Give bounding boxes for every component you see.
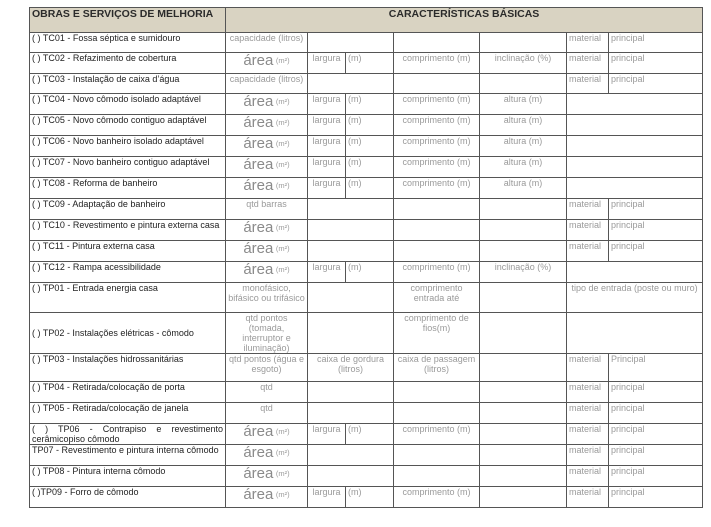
length-label: comprimento (m) xyxy=(394,115,480,136)
area-text: área xyxy=(243,93,274,110)
length-label: comprimento (m) xyxy=(394,94,480,115)
area-label xyxy=(226,424,308,445)
wire-length-label: comprimento de fios(m) xyxy=(394,313,480,354)
area-text: área xyxy=(243,423,274,440)
area-unit: (m²) xyxy=(275,181,290,190)
width-label: largura xyxy=(308,262,346,283)
area-label xyxy=(226,445,308,466)
input-cell[interactable] xyxy=(308,283,394,313)
material-label: material xyxy=(567,354,609,382)
slope-label: inclinação (%) xyxy=(480,53,567,74)
area-text: área xyxy=(243,465,274,482)
row-tc04 xyxy=(30,94,703,115)
length-label: comprimento (m) xyxy=(394,157,480,178)
unit-m: (m) xyxy=(346,157,394,178)
passage-box-label: caixa de passagem (litros) xyxy=(394,354,480,382)
material-label: material xyxy=(567,241,609,262)
area-label xyxy=(226,115,308,136)
row-tc07 xyxy=(30,157,703,178)
area-label xyxy=(226,241,308,262)
length-label: comprimento (m) xyxy=(394,178,480,199)
points-qty-label: qtd pontos (tomada, interruptor e iluminação) xyxy=(226,313,308,354)
item-tc03[interactable]: ( ) TC03 - Instalação de caixa d’água xyxy=(30,74,226,94)
capacity-label: capacidade (litros) xyxy=(226,74,308,94)
area-unit: (m²) xyxy=(275,448,290,457)
principal-label: principal xyxy=(609,445,703,466)
row-tp06 xyxy=(30,424,703,445)
principal-label: principal xyxy=(609,53,703,74)
unit-m: (m) xyxy=(346,262,394,283)
input-cell[interactable] xyxy=(480,241,567,262)
row-tc06 xyxy=(30,136,703,157)
input-cell[interactable] xyxy=(567,157,703,178)
input-cell[interactable] xyxy=(394,466,480,487)
qty-label: qtd xyxy=(226,403,308,424)
input-cell[interactable] xyxy=(394,199,480,220)
principal-label: principal xyxy=(609,487,703,508)
material-label: material xyxy=(567,466,609,487)
area-unit: (m²) xyxy=(275,97,290,106)
capacity-label: capacidade (litros) xyxy=(226,33,308,53)
width-label: largura xyxy=(308,136,346,157)
area-unit: (m²) xyxy=(275,56,290,65)
principal-label: principal xyxy=(609,403,703,424)
input-cell[interactable] xyxy=(480,445,567,466)
area-text: área xyxy=(243,444,274,461)
area-label xyxy=(226,136,308,157)
input-cell[interactable] xyxy=(394,403,480,424)
unit-m: (m) xyxy=(346,178,394,199)
area-text: área xyxy=(243,52,274,69)
item-tp07[interactable]: TP07 - Revestimento e pintura interna cômodo xyxy=(30,445,226,466)
item-tp09[interactable]: ( )TP09 - Forro de cômodo xyxy=(30,487,226,508)
header-characteristics: CARACTERÍSTICAS BÁSICAS xyxy=(226,8,703,33)
area-text: área xyxy=(243,219,274,236)
row-tc03 xyxy=(30,74,703,94)
area-text: área xyxy=(243,156,274,173)
input-cell[interactable] xyxy=(480,313,567,354)
length-label: comprimento (m) xyxy=(394,136,480,157)
input-cell[interactable] xyxy=(567,262,703,283)
principal-label: principal xyxy=(609,220,703,241)
input-cell[interactable] xyxy=(567,115,703,136)
unit-m: (m) xyxy=(346,53,394,74)
item-tc08[interactable]: ( ) TC08 - Reforma de banheiro xyxy=(30,178,226,199)
unit-m: (m) xyxy=(346,94,394,115)
area-label xyxy=(226,94,308,115)
input-cell[interactable] xyxy=(308,382,394,403)
input-cell[interactable] xyxy=(567,313,703,354)
input-cell[interactable] xyxy=(480,74,567,94)
item-tp06[interactable]: ( ) TP06 - Contrapiso e revestimento cerâmicopiso cômodo xyxy=(30,424,226,445)
unit-m: (m) xyxy=(346,487,394,508)
width-label: largura xyxy=(308,487,346,508)
area-text: área xyxy=(243,240,274,257)
area-text: área xyxy=(243,135,274,152)
row-tc11 xyxy=(30,241,703,262)
area-unit: (m²) xyxy=(275,490,290,499)
area-label xyxy=(226,487,308,508)
input-cell[interactable] xyxy=(480,403,567,424)
height-label: altura (m) xyxy=(480,115,567,136)
input-cell[interactable] xyxy=(308,74,394,94)
input-cell[interactable] xyxy=(308,33,394,53)
width-label: largura xyxy=(308,157,346,178)
height-label: altura (m) xyxy=(480,157,567,178)
item-tp04[interactable]: ( ) TP04 - Retirada/colocação de porta xyxy=(30,382,226,403)
row-tc12 xyxy=(30,262,703,283)
unit-m: (m) xyxy=(346,424,394,445)
material-label: material xyxy=(567,220,609,241)
entry-length-label: comprimento entrada até xyxy=(394,283,480,313)
area-text: área xyxy=(243,114,274,131)
height-label: altura (m) xyxy=(480,94,567,115)
principal-label: principal xyxy=(609,241,703,262)
input-cell[interactable] xyxy=(567,94,703,115)
item-tc07[interactable]: ( ) TC07 - Novo banheiro contiguo adaptável xyxy=(30,157,226,178)
area-unit: (m²) xyxy=(275,139,290,148)
input-cell[interactable] xyxy=(308,220,394,241)
input-cell[interactable] xyxy=(480,382,567,403)
area-unit: (m²) xyxy=(275,244,290,253)
row-tc01 xyxy=(30,33,703,53)
principal-label: principal xyxy=(609,382,703,403)
area-label xyxy=(226,220,308,241)
row-tp07 xyxy=(30,445,703,466)
length-label: comprimento (m) xyxy=(394,53,480,74)
item-tc02[interactable]: ( ) TC02 - Refazimento de cobertura xyxy=(30,53,226,74)
input-cell[interactable] xyxy=(480,220,567,241)
item-tc11[interactable]: ( ) TC11 - Pintura externa casa xyxy=(30,241,226,262)
input-cell[interactable] xyxy=(480,466,567,487)
input-cell[interactable] xyxy=(308,313,394,354)
input-cell[interactable] xyxy=(308,466,394,487)
row-tp05 xyxy=(30,403,703,424)
material-label: material xyxy=(567,53,609,74)
input-cell[interactable] xyxy=(480,354,567,382)
material-label: material xyxy=(567,424,609,445)
row-tp09 xyxy=(30,487,703,508)
area-label xyxy=(226,466,308,487)
material-label: material xyxy=(567,74,609,94)
width-label: largura xyxy=(308,115,346,136)
area-text: área xyxy=(243,177,274,194)
length-label: comprimento (m) xyxy=(394,424,480,445)
input-cell[interactable] xyxy=(308,241,394,262)
row-tc05 xyxy=(30,115,703,136)
grease-box-label: caixa de gordura (litros) xyxy=(308,354,394,382)
bars-qty-label: qtd barras xyxy=(226,199,308,220)
input-cell[interactable] xyxy=(480,424,567,445)
principal-label: principal xyxy=(609,33,703,53)
width-label: largura xyxy=(308,178,346,199)
material-label: material xyxy=(567,199,609,220)
input-cell[interactable] xyxy=(308,403,394,424)
input-cell[interactable] xyxy=(567,136,703,157)
input-cell[interactable] xyxy=(480,199,567,220)
area-text: área xyxy=(243,261,274,278)
item-tc12[interactable]: ( ) TC12 - Rampa acessibilidade xyxy=(30,262,226,283)
phase-label: monofásico, bifásico ou trifásico xyxy=(226,283,308,313)
input-cell[interactable] xyxy=(394,445,480,466)
input-cell[interactable] xyxy=(480,487,567,508)
area-unit: (m²) xyxy=(275,118,290,127)
unit-m: (m) xyxy=(346,136,394,157)
item-tc09[interactable]: ( ) TC09 - Adaptação de banheiro xyxy=(30,199,226,220)
row-tc09 xyxy=(30,199,703,220)
input-cell[interactable] xyxy=(394,74,480,94)
row-tp04 xyxy=(30,382,703,403)
area-label xyxy=(226,157,308,178)
item-tc10[interactable]: ( ) TC10 - Revestimento e pintura externa casa xyxy=(30,220,226,241)
width-label: largura xyxy=(308,53,346,74)
item-tc05[interactable]: ( ) TC05 - Novo cômodo contiguo adaptável xyxy=(30,115,226,136)
principal-label: principal xyxy=(609,466,703,487)
area-unit: (m²) xyxy=(275,160,290,169)
principal-label: Principal xyxy=(609,354,703,382)
area-text: área xyxy=(243,486,274,503)
slope-label: inclinação (%) xyxy=(480,262,567,283)
principal-label: principal xyxy=(609,199,703,220)
length-label: comprimento (m) xyxy=(394,487,480,508)
row-tc08 xyxy=(30,178,703,199)
row-tp08 xyxy=(30,466,703,487)
input-cell[interactable] xyxy=(394,220,480,241)
input-cell[interactable] xyxy=(308,199,394,220)
length-label: comprimento (m) xyxy=(394,262,480,283)
row-tc02 xyxy=(30,53,703,74)
input-cell[interactable] xyxy=(308,445,394,466)
row-tp03 xyxy=(30,354,703,382)
width-label: largura xyxy=(308,94,346,115)
area-unit: (m²) xyxy=(275,469,290,478)
principal-label: principal xyxy=(609,424,703,445)
width-label: largura xyxy=(308,424,346,445)
item-tp03[interactable]: ( ) TP03 - Instalações hidrossanitárias xyxy=(30,354,226,382)
principal-label: principal xyxy=(609,74,703,94)
material-label: material xyxy=(567,445,609,466)
height-label: altura (m) xyxy=(480,178,567,199)
item-tp05[interactable]: ( ) TP05 - Retirada/colocação de janela xyxy=(30,403,226,424)
area-unit: (m²) xyxy=(275,223,290,232)
material-label: material xyxy=(567,403,609,424)
area-label xyxy=(226,262,308,283)
item-tc01[interactable]: ( ) TC01 - Fossa séptica e sumidouro xyxy=(30,33,226,53)
material-label: material xyxy=(567,33,609,53)
input-cell[interactable] xyxy=(394,241,480,262)
item-tc06[interactable]: ( ) TC06 - Novo banheiro isolado adaptável xyxy=(30,136,226,157)
row-tp01 xyxy=(30,283,703,313)
area-unit: (m²) xyxy=(275,427,290,436)
input-cell[interactable] xyxy=(394,33,480,53)
input-cell[interactable] xyxy=(394,382,480,403)
input-cell[interactable] xyxy=(480,33,567,53)
header-works: OBRAS E SERVIÇOS DE MELHORIA xyxy=(30,8,226,33)
material-label: material xyxy=(567,487,609,508)
height-label: altura (m) xyxy=(480,136,567,157)
item-tp01[interactable]: ( ) TP01 - Entrada energia casa xyxy=(30,283,226,313)
material-label: material xyxy=(567,382,609,403)
qty-label: qtd xyxy=(226,382,308,403)
area-label xyxy=(226,178,308,199)
entry-type-label: tipo de entrada (poste ou muro) xyxy=(567,283,703,313)
row-tc10 xyxy=(30,220,703,241)
input-cell[interactable] xyxy=(567,178,703,199)
area-unit: (m²) xyxy=(275,265,290,274)
item-tp08[interactable]: ( ) TP08 - Pintura interna cômodo xyxy=(30,466,226,487)
unit-m: (m) xyxy=(346,115,394,136)
services-table xyxy=(29,7,703,508)
area-label xyxy=(226,53,308,74)
water-points-label: qtd pontos (água e esgoto) xyxy=(226,354,308,382)
row-tp02 xyxy=(30,313,703,354)
input-cell[interactable] xyxy=(480,283,567,313)
item-tp02[interactable]: ( ) TP02 - Instalações elétricas - cômodo xyxy=(30,313,226,354)
item-tc04[interactable]: ( ) TC04 - Novo cômodo isolado adaptável xyxy=(30,94,226,115)
